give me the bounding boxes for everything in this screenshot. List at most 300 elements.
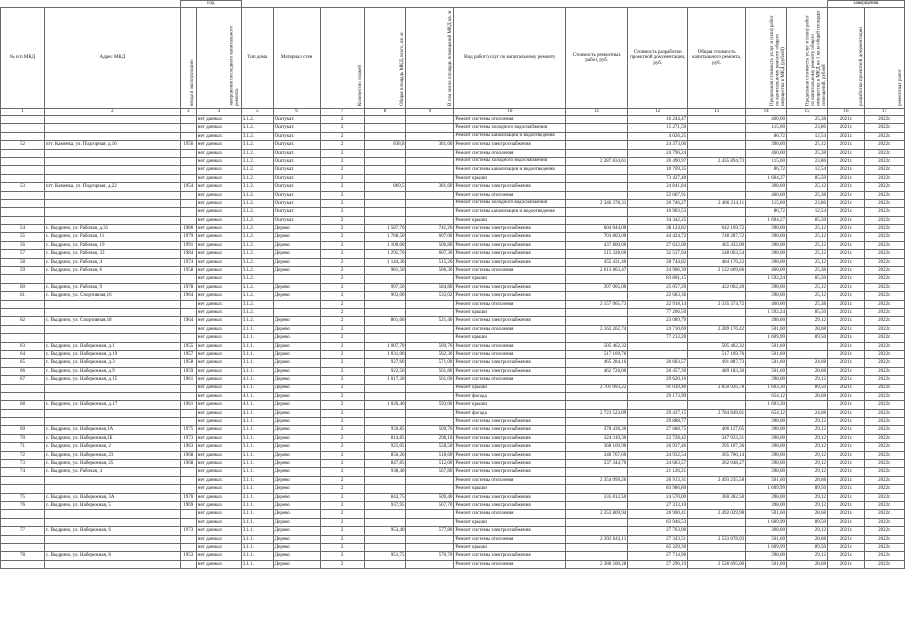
table-cell: 3.1.1. bbox=[241, 527, 273, 535]
table-cell: 2021г. bbox=[828, 132, 865, 140]
table-cell: 2 bbox=[320, 325, 364, 333]
table-cell: 1 144,30 bbox=[364, 258, 406, 266]
table-cell: 922,50 bbox=[364, 367, 406, 375]
table-cell bbox=[1, 166, 45, 174]
table-cell: 38 124,82 bbox=[628, 225, 688, 233]
table-cell: 25,12 bbox=[787, 241, 828, 249]
table-cell bbox=[44, 300, 180, 308]
header-spacer bbox=[241, 1, 827, 8]
table-cell: 27 763,00 bbox=[628, 527, 688, 535]
table-cell: 2021г. bbox=[828, 174, 865, 182]
table-cell: Ремонт системы канализации и водоотведения bbox=[454, 166, 566, 174]
table-cell: 22 918,14 bbox=[628, 300, 688, 308]
table-cell bbox=[688, 485, 746, 493]
table-cell bbox=[180, 132, 196, 140]
table-cell: 569,70 bbox=[406, 426, 454, 434]
table-cell: 2022г. bbox=[864, 434, 904, 442]
table-cell bbox=[406, 191, 454, 199]
table-cell: 2 bbox=[320, 468, 364, 476]
table-cell: 2 bbox=[320, 476, 364, 484]
table-cell bbox=[688, 317, 746, 325]
table-cell: 3.1.2. bbox=[241, 225, 273, 233]
table-cell: 2 bbox=[320, 518, 364, 526]
table-cell: с. Выдрино, ул. Рабочая, 33 bbox=[44, 250, 180, 258]
table-cell: 2021г. bbox=[828, 434, 865, 442]
table-cell bbox=[566, 132, 628, 140]
table-cell: 2021г. bbox=[828, 409, 865, 417]
table-cell: 89,50 bbox=[787, 543, 828, 551]
table-cell: 2021г. bbox=[828, 317, 865, 325]
table-cell: 509,40 bbox=[406, 493, 454, 501]
table-cell: Дерево bbox=[273, 359, 320, 367]
table-cell: 2 bbox=[320, 292, 364, 300]
table-cell: нет данных bbox=[196, 308, 241, 316]
table-cell bbox=[566, 418, 628, 426]
table-cell: 2022г. bbox=[864, 476, 904, 484]
table-cell: 10 769,35 bbox=[628, 166, 688, 174]
table-cell: 2022г. bbox=[864, 141, 904, 149]
table-cell: 1991 bbox=[180, 241, 196, 249]
table-cell: 347 933,31 bbox=[688, 434, 746, 442]
table-cell: 25,12 bbox=[787, 225, 828, 233]
table-cell: 847,85 bbox=[364, 460, 406, 468]
table-cell bbox=[364, 476, 406, 484]
header-work-type: Вид работ/услуг по капитальному ремонту bbox=[454, 8, 566, 109]
table-cell: пгт. Каменка, ул. Подгорная, д.22 bbox=[44, 183, 180, 191]
table-cell: 869,5 bbox=[364, 183, 406, 191]
table-cell: 1984 bbox=[180, 250, 196, 258]
table-cell: Ремонт крыши bbox=[454, 543, 566, 551]
table-cell: 3.1.1. bbox=[241, 543, 273, 551]
table-cell: 501,60 bbox=[746, 325, 787, 333]
table-cell: Ремонт системы холодного водоснабжения bbox=[454, 124, 566, 132]
table-cell: 24 841,84 bbox=[628, 183, 688, 191]
table-cell: с. Выдрино, ул. Набережная,1Б bbox=[44, 434, 180, 442]
table-cell: 4.1.1. bbox=[241, 376, 273, 384]
table-cell: 54 bbox=[1, 225, 45, 233]
table-cell: 15 271,59 bbox=[628, 124, 688, 132]
table-cell: 23,86 bbox=[787, 199, 828, 207]
table-cell: Ремонт крыши bbox=[454, 485, 566, 493]
table-cell: нет данных bbox=[196, 518, 241, 526]
table-cell bbox=[44, 166, 180, 174]
table-cell: Дерево bbox=[273, 493, 320, 501]
table-cell: 24 906,39 bbox=[628, 267, 688, 275]
table-cell: Ремонт крыши bbox=[454, 334, 566, 342]
table-cell bbox=[566, 392, 628, 400]
table-cell: нет данных bbox=[196, 183, 241, 191]
table-row bbox=[1, 434, 905, 442]
table-cell: Дерево bbox=[273, 476, 320, 484]
table-cell: Ремонт системы электроснабжения bbox=[454, 493, 566, 501]
table-cell bbox=[1, 275, 45, 283]
table-cell: 465 284,16 bbox=[566, 359, 628, 367]
column-number: 10 bbox=[454, 109, 566, 116]
table-cell: 324 310,30 bbox=[566, 434, 628, 442]
table-cell: Оштукат. bbox=[273, 208, 320, 216]
table-cell: Оштукат. bbox=[273, 157, 320, 165]
table-cell: Ремонт системы электроснабжения bbox=[454, 501, 566, 509]
table-cell: 2 bbox=[320, 267, 364, 275]
table-cell: 491 887,73 bbox=[688, 359, 746, 367]
table-cell bbox=[180, 384, 196, 392]
table-cell: 2 bbox=[320, 241, 364, 249]
table-cell bbox=[406, 132, 454, 140]
table-cell: 1955 bbox=[180, 342, 196, 350]
table-cell bbox=[364, 174, 406, 182]
table-cell: 2021г. bbox=[828, 258, 865, 266]
table-cell bbox=[406, 174, 454, 182]
table-cell: 29,12 bbox=[787, 460, 828, 468]
table-cell: 1969 bbox=[180, 501, 196, 509]
table-cell: 66 bbox=[1, 367, 45, 375]
table-cell: 3.1.2. bbox=[241, 199, 273, 207]
table-cell: Ремонт системы отопления bbox=[454, 510, 566, 518]
table-cell: 3.1.1. bbox=[241, 552, 273, 560]
table-cell: с. Выдрино, ул. Рабочая, 6 bbox=[44, 267, 180, 275]
table-cell: 27 714,96 bbox=[628, 552, 688, 560]
table-cell bbox=[688, 501, 746, 509]
table-cell: нет данных bbox=[196, 141, 241, 149]
table-cell: 2021г. bbox=[828, 292, 865, 300]
table-cell: 1 609,99 bbox=[746, 518, 787, 526]
table-cell: Ремонт системы отопления bbox=[454, 191, 566, 199]
table-cell: 25,38 bbox=[787, 116, 828, 124]
table-cell: 577,80 bbox=[406, 527, 454, 535]
table-cell: 1 100,00 bbox=[364, 241, 406, 249]
table-cell bbox=[44, 409, 180, 417]
table-cell: 2 528 695,06 bbox=[688, 560, 746, 568]
table-cell: 1959 bbox=[180, 367, 196, 375]
table-cell: 2021г. bbox=[828, 116, 865, 124]
table-row bbox=[1, 325, 905, 333]
table-cell bbox=[688, 183, 746, 191]
table-cell: 2021г. bbox=[828, 468, 865, 476]
table-cell: 23,86 bbox=[787, 124, 828, 132]
table-cell: 569,70 bbox=[406, 342, 454, 350]
table-row bbox=[1, 392, 905, 400]
table-cell: 360 382,50 bbox=[688, 493, 746, 501]
table-cell bbox=[688, 376, 746, 384]
table-cell: Дерево bbox=[273, 434, 320, 442]
table-cell: 2022г. bbox=[864, 275, 904, 283]
table-cell: нет данных bbox=[196, 384, 241, 392]
table-cell: 925,05 bbox=[364, 443, 406, 451]
table-cell: Дерево bbox=[273, 334, 320, 342]
table-cell: 1 007,70 bbox=[364, 342, 406, 350]
table-cell bbox=[406, 300, 454, 308]
table-cell: 517 169,76 bbox=[688, 350, 746, 358]
table-cell: 3.1.2. bbox=[241, 191, 273, 199]
table-cell: 506,30 bbox=[406, 267, 454, 275]
table-cell: 28,68 bbox=[787, 325, 828, 333]
table-cell: 2 bbox=[320, 199, 364, 207]
table-cell bbox=[44, 275, 180, 283]
table-cell: 505 462,32 bbox=[688, 342, 746, 350]
table-cell bbox=[566, 552, 628, 560]
table-cell bbox=[406, 208, 454, 216]
table-cell: нет данных bbox=[196, 132, 241, 140]
table-cell: 607,00 bbox=[406, 233, 454, 241]
table-cell: Ремонт крыши bbox=[454, 384, 566, 392]
table-cell bbox=[180, 485, 196, 493]
table-cell: Оштукат. bbox=[273, 216, 320, 224]
table-cell: Ремонт системы отопления bbox=[454, 535, 566, 543]
table-cell bbox=[566, 401, 628, 409]
table-cell: 1 609,99 bbox=[746, 543, 787, 551]
table-cell: с. Выдрино, ул. Рабочая, д.31 bbox=[44, 225, 180, 233]
table-cell: Ремонт системы отопления bbox=[454, 116, 566, 124]
table-cell: 4.1.1. bbox=[241, 418, 273, 426]
table-cell: 2 701 093,22 bbox=[566, 384, 628, 392]
table-cell bbox=[180, 476, 196, 484]
table-cell: 4.1.1. bbox=[241, 401, 273, 409]
table-cell: 558,50 bbox=[406, 443, 454, 451]
table-cell bbox=[364, 124, 406, 132]
table-cell bbox=[44, 485, 180, 493]
table-cell: 25,38 bbox=[787, 300, 828, 308]
table-row bbox=[1, 359, 905, 367]
table-cell: 2 493 235,58 bbox=[688, 476, 746, 484]
table-cell: 2021г. bbox=[828, 250, 865, 258]
table-cell: 2022г. bbox=[864, 527, 904, 535]
table-cell: 25,38 bbox=[787, 149, 828, 157]
table-cell: 89,50 bbox=[787, 485, 828, 493]
table-cell: 2021г. bbox=[828, 485, 865, 493]
column-number: 4 bbox=[196, 109, 241, 116]
table-row bbox=[1, 191, 905, 199]
table-cell: Оштукат. bbox=[273, 183, 320, 191]
table-cell: нет данных bbox=[196, 275, 241, 283]
table-cell: 398,00 bbox=[746, 141, 787, 149]
table-cell: 1 603,30 bbox=[746, 401, 787, 409]
table-cell: 455 431,40 bbox=[566, 258, 628, 266]
table-cell: 997,50 bbox=[364, 283, 406, 291]
table-cell: 505 462,32 bbox=[566, 342, 628, 350]
table-cell: 115,00 bbox=[746, 157, 787, 165]
table-cell: 2021г. bbox=[828, 560, 865, 568]
table-cell: 437 800,00 bbox=[566, 241, 628, 249]
table-cell bbox=[566, 468, 628, 476]
table-row bbox=[1, 124, 905, 132]
table-cell: с. Выдрино, ул. Рабочая, 19 bbox=[44, 241, 180, 249]
table-cell: 1963 bbox=[180, 443, 196, 451]
table-cell: Дерево bbox=[273, 409, 320, 417]
table-cell: 85,50 bbox=[787, 174, 828, 182]
table-cell: 29,12 bbox=[787, 468, 828, 476]
table-cell: 2 392 643,11 bbox=[566, 535, 628, 543]
table-cell: 23 089,79 bbox=[628, 317, 688, 325]
table-cell: 2 bbox=[320, 552, 364, 560]
table-cell bbox=[180, 560, 196, 568]
table-cell: 607,30 bbox=[406, 250, 454, 258]
table-cell: нет данных bbox=[196, 468, 241, 476]
table-cell: 1 592,24 bbox=[746, 308, 787, 316]
table-cell bbox=[566, 501, 628, 509]
table-cell: 115,00 bbox=[746, 124, 787, 132]
table-cell bbox=[406, 384, 454, 392]
table-cell: нет данных bbox=[196, 426, 241, 434]
table-cell bbox=[787, 350, 828, 358]
table-cell: нет данных bbox=[196, 392, 241, 400]
table-cell: нет данных bbox=[196, 359, 241, 367]
table-cell: 2022г. bbox=[864, 233, 904, 241]
table-cell: 604 044,00 bbox=[566, 225, 628, 233]
table-cell: 2022г. bbox=[864, 300, 904, 308]
table-cell: 2 bbox=[320, 342, 364, 350]
table-cell: 2021г. bbox=[828, 443, 865, 451]
table-row bbox=[1, 292, 905, 300]
header-limit-cost: Предельная стоимость услуг и (или) работ по капитальному ремонту общего имущества в МКД (рублей) bbox=[746, 8, 787, 109]
table-cell bbox=[406, 543, 454, 551]
table-cell: пгт. Каменка, ул. Подгорная, д.16 bbox=[44, 141, 180, 149]
table-cell: 515,20 bbox=[406, 258, 454, 266]
table-cell: 4 026,25 bbox=[628, 132, 688, 140]
table-cell bbox=[364, 191, 406, 199]
table-cell: 2021г. bbox=[828, 208, 865, 216]
table-cell: 56 bbox=[1, 241, 45, 249]
table-cell: 89,50 bbox=[787, 518, 828, 526]
table-cell: 3.1.2. bbox=[241, 283, 273, 291]
table-cell: Ремонт системы электроснабжения bbox=[454, 367, 566, 375]
table-cell: 398,00 bbox=[746, 233, 787, 241]
table-cell: Дерево bbox=[273, 485, 320, 493]
table-cell: 2021г. bbox=[828, 476, 865, 484]
table-cell bbox=[1, 409, 45, 417]
table-cell: Ремонт системы электроснабжения bbox=[454, 434, 566, 442]
table-row bbox=[1, 560, 905, 568]
table-cell: 2021г. bbox=[828, 426, 865, 434]
table-cell: нет данных bbox=[196, 560, 241, 568]
table-cell: 337 344,70 bbox=[566, 460, 628, 468]
table-cell: Дерево bbox=[273, 384, 320, 392]
table-cell: 3.1.1. bbox=[241, 485, 273, 493]
table-cell: 2022г. bbox=[864, 241, 904, 249]
table-cell: нет данных bbox=[196, 485, 241, 493]
table-cell bbox=[364, 275, 406, 283]
table-cell bbox=[688, 191, 746, 199]
table-row bbox=[1, 460, 905, 468]
table-cell: 29,12 bbox=[787, 493, 828, 501]
table-cell: 1986 bbox=[180, 225, 196, 233]
table-cell: нет данных bbox=[196, 434, 241, 442]
table-cell bbox=[566, 216, 628, 224]
column-number: 9 bbox=[406, 109, 454, 116]
table-cell: Дерево bbox=[273, 460, 320, 468]
table-cell: Оштукат. bbox=[273, 116, 320, 124]
table-cell: с. Выдрино, ул. Рабочая, 4 bbox=[44, 258, 180, 266]
table-cell bbox=[406, 216, 454, 224]
table-row bbox=[1, 300, 905, 308]
table-cell: 2021г. bbox=[828, 518, 865, 526]
table-cell: 937,95 bbox=[364, 501, 406, 509]
table-cell bbox=[1, 334, 45, 342]
table-cell bbox=[44, 334, 180, 342]
table-cell: 2022г. bbox=[864, 191, 904, 199]
table-cell bbox=[180, 149, 196, 157]
table-cell: 1 017,20 bbox=[364, 376, 406, 384]
table-cell: 3.1.2. bbox=[241, 250, 273, 258]
table-cell: 71 bbox=[1, 443, 45, 451]
table-cell: 548 063,54 bbox=[688, 250, 746, 258]
table-cell: 44 424,72 bbox=[628, 233, 688, 241]
table-cell: 2 bbox=[320, 451, 364, 459]
column-number: 1 bbox=[1, 109, 45, 116]
table-cell bbox=[628, 350, 688, 358]
table-cell: 856,20 bbox=[364, 451, 406, 459]
table-cell: 2022г. bbox=[864, 443, 904, 451]
table-cell bbox=[1, 535, 45, 543]
table-cell bbox=[364, 510, 406, 518]
table-cell: 460,00 bbox=[746, 300, 787, 308]
table-cell bbox=[180, 409, 196, 417]
table-cell: 3.1.2. bbox=[241, 317, 273, 325]
table-cell: нет данных bbox=[196, 325, 241, 333]
table-cell: 85,50 bbox=[787, 275, 828, 283]
table-cell: 1964 bbox=[180, 292, 196, 300]
table-cell bbox=[1, 216, 45, 224]
table-cell: 53 bbox=[1, 183, 45, 191]
table-cell: 29,12 bbox=[787, 443, 828, 451]
table-cell: 26 900,41 bbox=[628, 510, 688, 518]
table-cell: 3.1.1. bbox=[241, 443, 273, 451]
table-cell: 2022г. bbox=[864, 258, 904, 266]
table-row bbox=[1, 493, 905, 501]
table-cell: 1973 bbox=[180, 527, 196, 535]
table-cell: 83 801,15 bbox=[628, 275, 688, 283]
table-cell: 518,60 bbox=[406, 451, 454, 459]
table-cell bbox=[787, 401, 828, 409]
table-cell: Ремонт системы холодного водоснабжения bbox=[454, 199, 566, 207]
table-cell bbox=[566, 317, 628, 325]
header-work-cost: Стоимость ремонтных работ, руб. bbox=[566, 8, 628, 109]
table-cell: 2 157 965,73 bbox=[566, 300, 628, 308]
table-body bbox=[1, 116, 905, 569]
table-row bbox=[1, 334, 905, 342]
table-cell: 2 353 869,94 bbox=[566, 510, 628, 518]
table-cell: Ремонт системы электроснабжения bbox=[454, 283, 566, 291]
table-cell: 1958 bbox=[180, 359, 196, 367]
table-cell: Дерево bbox=[273, 283, 320, 291]
table-cell bbox=[688, 401, 746, 409]
table-cell: 75 bbox=[1, 493, 45, 501]
table-cell bbox=[628, 401, 688, 409]
table-cell bbox=[364, 157, 406, 165]
table-cell: 1 768,50 bbox=[364, 233, 406, 241]
table-cell: Дерево bbox=[273, 392, 320, 400]
table-cell bbox=[1, 518, 45, 526]
table-cell bbox=[180, 468, 196, 476]
table-cell: 2 bbox=[320, 527, 364, 535]
table-row bbox=[1, 157, 905, 165]
table-cell: 398,00 bbox=[746, 468, 787, 476]
table-cell bbox=[364, 216, 406, 224]
table-cell: 2022г. bbox=[864, 552, 904, 560]
table-cell bbox=[44, 208, 180, 216]
table-cell: 460,00 bbox=[746, 149, 787, 157]
table-cell: 115,00 bbox=[746, 199, 787, 207]
table-cell: 25,12 bbox=[787, 183, 828, 191]
table-cell bbox=[1, 300, 45, 308]
table-row bbox=[1, 443, 905, 451]
table-cell bbox=[566, 191, 628, 199]
table-cell: 3.1.2. bbox=[241, 208, 273, 216]
table-cell bbox=[180, 116, 196, 124]
table-cell: Дерево bbox=[273, 241, 320, 249]
table-row bbox=[1, 267, 905, 275]
table-cell: Ремонт системы электроснабжения bbox=[454, 225, 566, 233]
table-cell bbox=[1, 560, 45, 568]
